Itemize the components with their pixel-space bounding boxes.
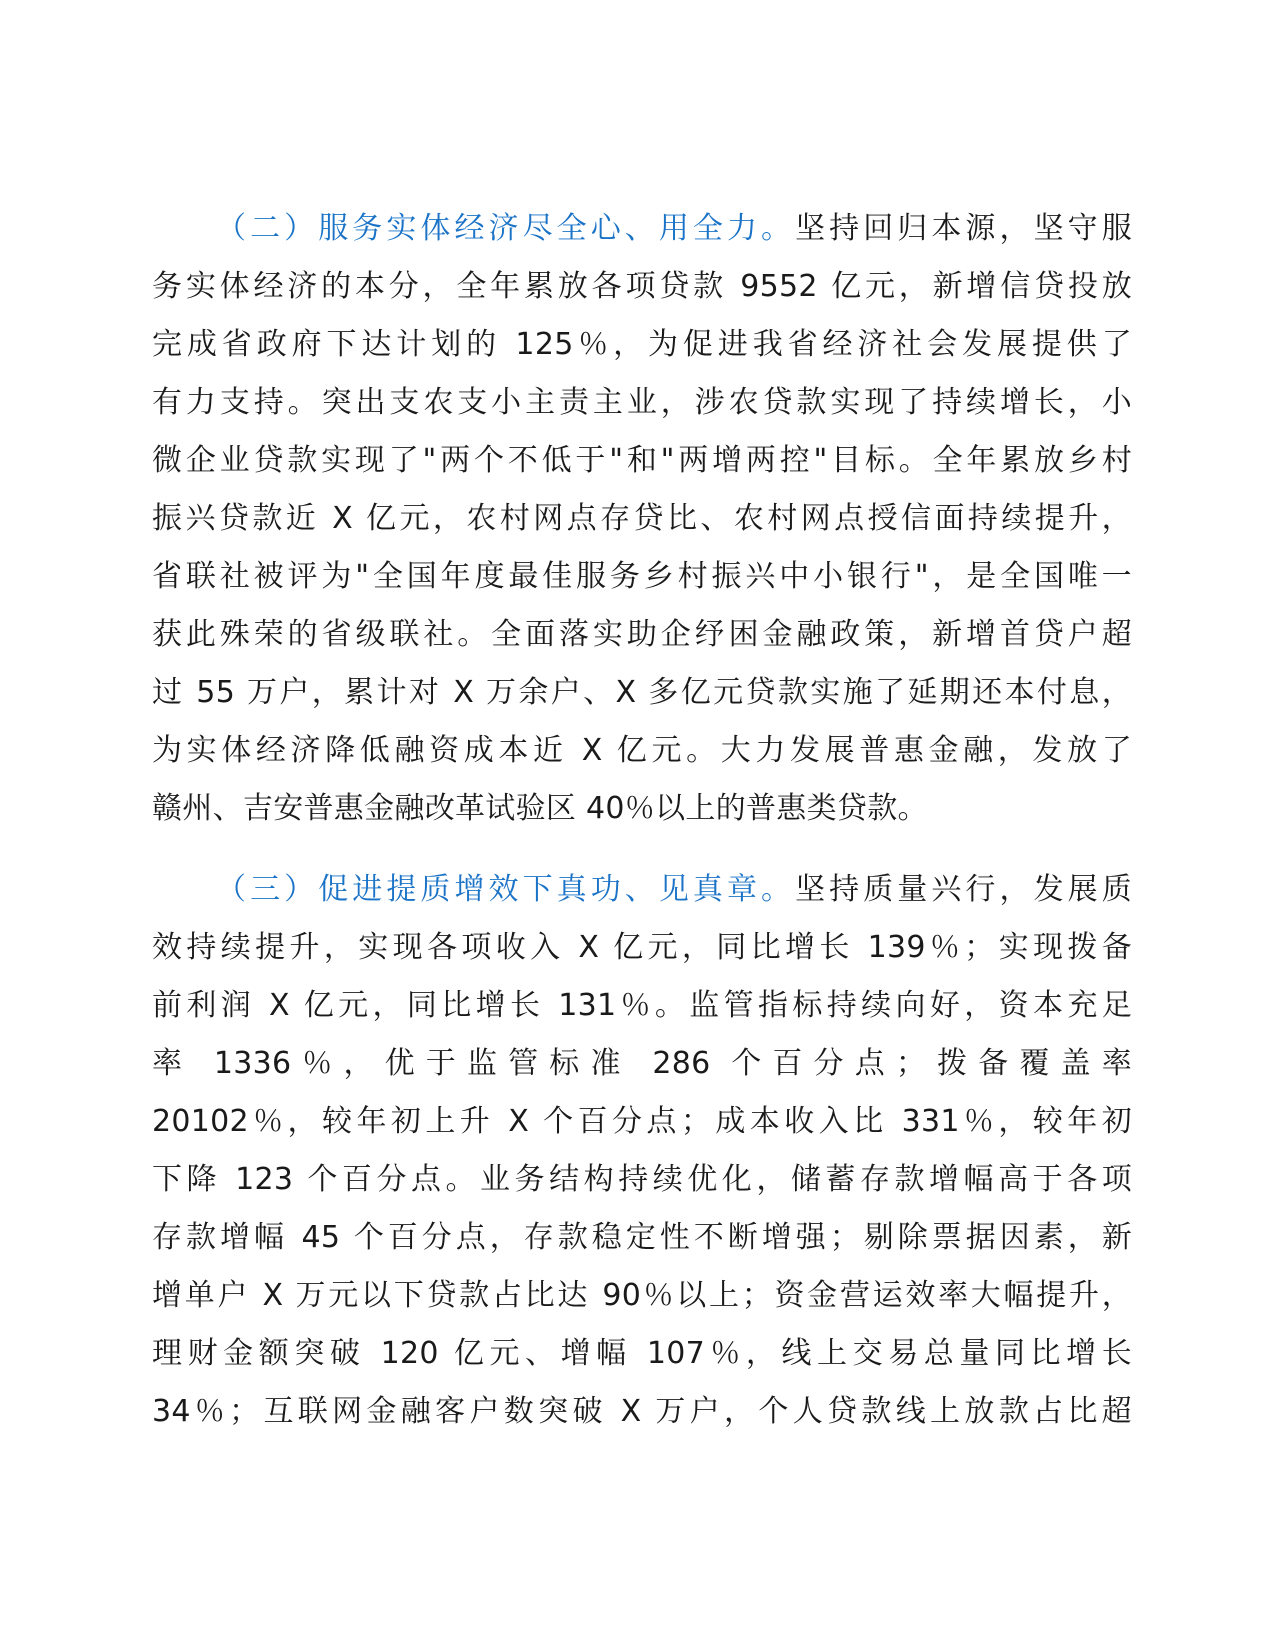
section-three-paragraph <box>152 861 1132 1441</box>
section-two-paragraph <box>152 200 1132 838</box>
paragraph-line: 振兴贷款近 X 亿元，农村网点存贷比、农村网点授信面持续提升， <box>152 501 1132 536</box>
paragraph-line: 省联社被评为"全国年度最佳服务乡村振兴中小银行"，是全国唯一 <box>152 559 1132 594</box>
paragraph-first-line <box>152 200 1132 258</box>
paragraph-text: 坚持质量兴行，发展质 <box>795 872 1132 907</box>
paragraph-line: 务实体经济的本分，全年累放各项贷款 9552 亿元，新增信贷投放 <box>152 269 1132 304</box>
paragraph-line: 理财金额突破 120 亿元、增幅 107％，线上交易总量同比增长 <box>152 1336 1132 1371</box>
paragraph-line: 率 1336％，优于监管标准 286 个百分点；拨备覆盖率 <box>152 1046 1132 1081</box>
section-heading: （三）促进提质增效下真功、见真章。 <box>216 872 796 907</box>
paragraph-text: 坚持回归本源，坚守服 <box>795 211 1132 246</box>
paragraph-line: 增单户 X 万元以下贷款占比达 90％以上；资金营运效率大幅提升， <box>152 1278 1132 1313</box>
paragraph-line: 存款增幅 45 个百分点，存款稳定性不断增强；剔除票据因素，新 <box>152 1220 1132 1255</box>
paragraph-line: 有力支持。突出支农支小主责主业，涉农贷款实现了持续增长，小 <box>152 385 1132 420</box>
paragraph-first-line <box>152 861 1132 919</box>
paragraph-line: 过 55 万户，累计对 X 万余户、X 多亿元贷款实施了延期还本付息， <box>152 675 1132 710</box>
paragraph-line: 34％；互联网金融客户数突破 X 万户，个人贷款线上放款占比超 <box>152 1394 1132 1429</box>
paragraph-line: 效持续提升，实现各项收入 X 亿元，同比增长 139％；实现拨备 <box>152 930 1132 965</box>
paragraph-last-line: 赣州、吉安普惠金融改革试验区 40％以上的普惠类贷款。 <box>152 791 928 826</box>
paragraph-line: 下降 123 个百分点。业务结构持续优化，储蓄存款增幅高于各项 <box>152 1162 1132 1197</box>
paragraph-line: 完成省政府下达计划的 125％，为促进我省经济社会发展提供了 <box>152 327 1132 362</box>
paragraph-line: 微企业贷款实现了"两个不低于"和"两增两控"目标。全年累放乡村 <box>152 443 1132 478</box>
section-heading: （二）服务实体经济尽全心、用全力。 <box>216 211 796 246</box>
paragraph-line: 获此殊荣的省级联社。全面落实助企纾困金融政策，新增首贷户超 <box>152 617 1132 652</box>
paragraph-line: 为实体经济降低融资成本近 X 亿元。大力发展普惠金融，发放了 <box>152 733 1132 768</box>
paragraph-line: 前利润 X 亿元，同比增长 131％。监管指标持续向好，资本充足 <box>152 988 1132 1023</box>
paragraph-line: 20102％，较年初上升 X 个百分点；成本收入比 331％，较年初 <box>152 1104 1132 1139</box>
